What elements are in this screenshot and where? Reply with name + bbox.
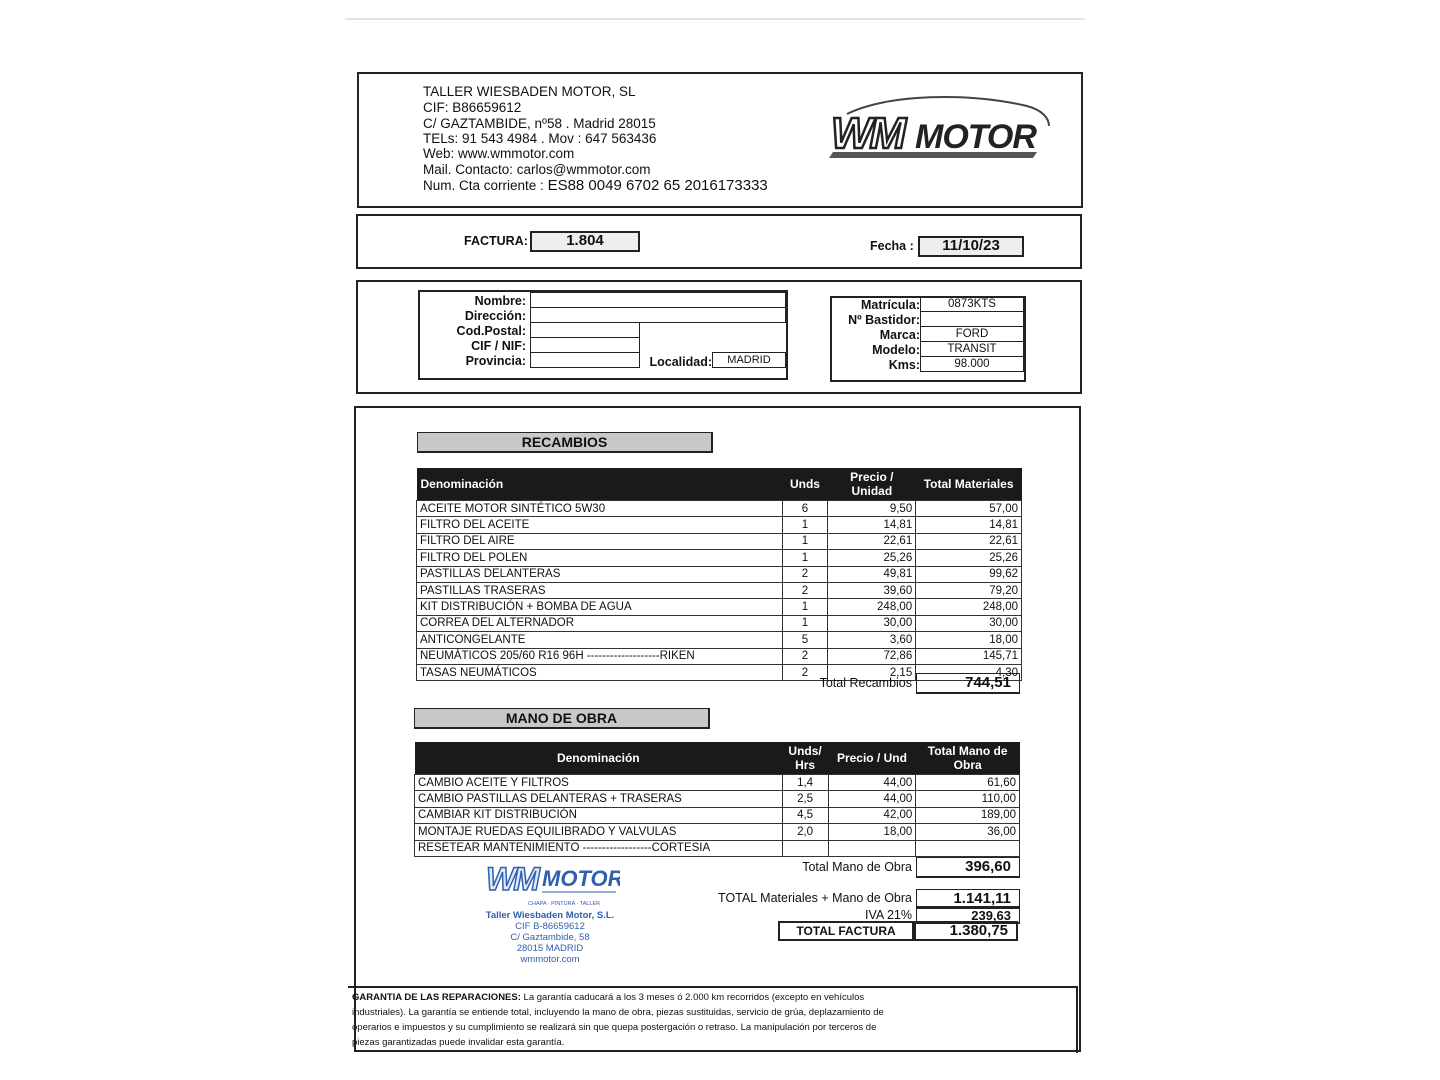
recambios-cell-total: 99,62 bbox=[916, 566, 1022, 582]
mano-obra-cell-denominacion: MONTAJE RUEDAS EQUILIBRADO Y VALVULAS bbox=[415, 824, 783, 840]
recambios-cell-precio: 72,86 bbox=[828, 648, 916, 664]
total-factura-label: TOTAL FACTURA bbox=[778, 921, 914, 941]
total-recambios-label: Total Recambios bbox=[819, 676, 912, 690]
recambios-col-unds: Unds bbox=[782, 468, 828, 501]
recambios-row bbox=[417, 648, 1022, 664]
recambios-cell-precio: 39,60 bbox=[828, 582, 916, 598]
svg-text:MOTOR: MOTOR bbox=[915, 118, 1036, 156]
client-panel bbox=[418, 290, 788, 380]
svg-text:MOTOR: MOTOR bbox=[542, 866, 620, 891]
recambios-cell-denominacion: PASTILLAS DELANTERAS bbox=[417, 566, 783, 582]
mano-obra-cell-total: 36,00 bbox=[916, 824, 1020, 840]
recambios-cell-total: 248,00 bbox=[916, 599, 1022, 615]
recambios-cell-total: 4,30 bbox=[916, 664, 1022, 680]
company-header bbox=[357, 72, 1083, 208]
recambios-cell-total: 22,61 bbox=[916, 533, 1022, 549]
mano-obra-cell-total bbox=[916, 840, 1020, 856]
recambios-cell-total: 145,71 bbox=[916, 648, 1022, 664]
company-account-row bbox=[423, 178, 768, 194]
vehicle-label-matricula: Matrícula: bbox=[860, 298, 920, 312]
wm-motor-logo-icon bbox=[827, 92, 1055, 164]
recambios-cell-denominacion: FILTRO DEL AIRE bbox=[417, 533, 783, 549]
recambios-cell-precio: 3,60 bbox=[828, 632, 916, 648]
vehicle-value-kms: 98.000 bbox=[920, 356, 1024, 372]
client-label-provincia: Provincia: bbox=[465, 354, 526, 367]
warranty-title: GARANTIA DE LAS REPARACIONES: bbox=[352, 992, 521, 1003]
client-label-direccion: Dirección: bbox=[464, 309, 526, 323]
factura-label: FACTURA: bbox=[464, 234, 528, 248]
recambios-cell-precio: 9,50 bbox=[828, 501, 916, 517]
warranty-text bbox=[348, 986, 1078, 1053]
total-recambios-value: 744,51 bbox=[916, 673, 1020, 694]
recambios-cell-unds: 6 bbox=[782, 501, 828, 517]
stamp-company: Taller Wiesbaden Motor, S.L. bbox=[485, 910, 615, 921]
vehicle-label-modelo: Modelo: bbox=[872, 343, 920, 357]
mano-obra-cell-precio: 18,00 bbox=[828, 824, 916, 840]
company-address: C/ GAZTAMBIDE, nº58 . Madrid 28015 bbox=[423, 116, 656, 131]
mano-obra-cell-unds bbox=[782, 840, 828, 856]
company-web: Web: www.wmmotor.com bbox=[423, 146, 575, 161]
vehicle-value-marca: FORD bbox=[920, 326, 1024, 342]
invoice-body bbox=[354, 406, 1081, 1052]
recambios-cell-precio: 25,26 bbox=[828, 550, 916, 566]
stamp-logo-icon bbox=[480, 858, 620, 900]
vehicle-panel bbox=[830, 296, 1026, 382]
vehicle-label-marca: Marca: bbox=[879, 328, 920, 342]
recambios-table bbox=[416, 468, 1022, 681]
fecha-label: Fecha : bbox=[870, 239, 914, 253]
svg-text:WM: WM bbox=[486, 861, 537, 897]
warranty-line-2: industriales). La garantía se entiende total, incluyendo la mano de obra, piezas sustituidas, servicio de grúa, deplazamiento de bbox=[352, 1007, 884, 1018]
stamp-tagline: CHAPA · PINTURA · TALLER bbox=[528, 901, 601, 907]
recambios-cell-denominacion: FILTRO DEL ACEITE bbox=[417, 517, 783, 533]
account-number: ES88 0049 6702 65 2016173333 bbox=[547, 177, 768, 194]
factura-number: 1.804 bbox=[530, 231, 640, 252]
warranty-line-3: operarios e impuestos y su cumplimiento se realizará sin que quepa postergación o retraso. La manipulación por terceros de bbox=[352, 1022, 877, 1033]
stamp-web: wmmotor.com bbox=[520, 954, 580, 965]
mano-obra-row bbox=[415, 775, 1020, 791]
recambios-cell-unds: 1 bbox=[782, 550, 828, 566]
warranty-line-1: La garantía caducará a los 3 meses ó 2.000 km recorridos (excepto en vehículos bbox=[523, 992, 865, 1003]
recambios-cell-total: 30,00 bbox=[916, 615, 1022, 631]
mano-obra-cell-unds: 1,4 bbox=[782, 775, 828, 791]
mano-obra-col-hrs: Unds/ Hrs bbox=[782, 742, 828, 775]
recambios-cell-denominacion: ANTICONGELANTE bbox=[417, 632, 783, 648]
client-value-direccion bbox=[530, 307, 786, 323]
recambios-col-precio: Precio / Unidad bbox=[828, 468, 916, 501]
recambios-title: RECAMBIOS bbox=[417, 432, 713, 453]
recambios-cell-denominacion: PASTILLAS TRASERAS bbox=[417, 582, 783, 598]
total-factura-value: 1.380,75 bbox=[914, 921, 1018, 941]
recambios-cell-precio: 14,81 bbox=[828, 517, 916, 533]
stamp-address: C/ Gaztambide, 58 bbox=[510, 932, 590, 943]
client-value-nombre bbox=[530, 292, 786, 308]
client-label-cp: Cod.Postal: bbox=[456, 324, 526, 338]
recambios-cell-total: 57,00 bbox=[916, 501, 1022, 517]
mano-obra-col-denominacion: Denominación bbox=[415, 742, 783, 775]
recambios-cell-total: 79,20 bbox=[916, 582, 1022, 598]
recambios-cell-unds: 2 bbox=[782, 648, 828, 664]
recambios-cell-precio: 49,81 bbox=[828, 566, 916, 582]
recambios-cell-precio: 2,15 bbox=[828, 664, 916, 680]
recambios-cell-unds: 1 bbox=[782, 615, 828, 631]
recambios-cell-denominacion: FILTRO DEL POLEN bbox=[417, 550, 783, 566]
recambios-cell-denominacion: TASAS NEUMÁTICOS bbox=[417, 664, 783, 680]
recambios-cell-unds: 2 bbox=[782, 582, 828, 598]
mano-obra-cell-unds: 2,0 bbox=[782, 824, 828, 840]
vehicle-value-matricula: 0873KTS bbox=[920, 296, 1024, 312]
total-mano-obra-label: Total Mano de Obra bbox=[802, 860, 912, 874]
mano-obra-cell-unds: 2,5 bbox=[782, 791, 828, 807]
company-stamp bbox=[470, 858, 630, 968]
recambios-cell-unds: 2 bbox=[782, 664, 828, 680]
recambios-cell-unds: 1 bbox=[782, 599, 828, 615]
recambios-cell-denominacion: ACEITE MOTOR SINTÉTICO 5W30 bbox=[417, 501, 783, 517]
mano-obra-row bbox=[415, 824, 1020, 840]
mano-obra-cell-denominacion: CAMBIO ACEITE Y FILTROS bbox=[415, 775, 783, 791]
recambios-cell-unds: 1 bbox=[782, 517, 828, 533]
mano-obra-row bbox=[415, 807, 1020, 823]
client-value-cif bbox=[530, 337, 640, 353]
recambios-header-row bbox=[417, 468, 1022, 501]
stamp-city: 28015 MADRID bbox=[516, 943, 584, 954]
invoice-box bbox=[356, 214, 1082, 269]
mano-obra-cell-denominacion: CAMBIAR KIT DISTRIBUCIÓN bbox=[415, 807, 783, 823]
mano-obra-col-precio: Precio / Und bbox=[828, 742, 916, 775]
mano-obra-cell-denominacion: RESETEAR MANTENIMIENTO ------------------CORTESIA bbox=[415, 840, 783, 856]
recambios-col-total: Total Materiales bbox=[916, 468, 1022, 501]
mano-obra-cell-unds: 4,5 bbox=[782, 807, 828, 823]
mano-obra-cell-precio bbox=[828, 840, 916, 856]
localidad-value: MADRID bbox=[712, 352, 786, 368]
recambios-cell-denominacion: NEUMÁTICOS 205/60 R16 96H -------------------RIKEN bbox=[417, 648, 783, 664]
mano-obra-cell-precio: 44,00 bbox=[828, 775, 916, 791]
recambios-row bbox=[417, 501, 1022, 517]
client-label-nombre: Nombre: bbox=[474, 294, 526, 308]
vehicle-value-modelo: TRANSIT bbox=[920, 341, 1024, 357]
recambios-row bbox=[417, 533, 1022, 549]
subtotal-label: TOTAL Materiales + Mano de Obra bbox=[718, 891, 912, 905]
recambios-row bbox=[417, 517, 1022, 533]
mano-obra-header-row bbox=[415, 742, 1020, 775]
recambios-row bbox=[417, 582, 1022, 598]
recambios-cell-total: 14,81 bbox=[916, 517, 1022, 533]
svg-text:WM: WM bbox=[831, 109, 904, 158]
scan-edge bbox=[345, 18, 1085, 20]
vehicle-label-kms: Kms: bbox=[888, 358, 920, 372]
company-mail: Mail. Contacto: carlos@wmmotor.com bbox=[423, 162, 651, 177]
recambios-row bbox=[417, 615, 1022, 631]
recambios-cell-denominacion: KIT DISTRIBUCIÓN + BOMBA DE AGUA bbox=[417, 599, 783, 615]
localidad-label: Localidad: bbox=[649, 355, 712, 368]
stamp-cif: CIF B-86659612 bbox=[515, 921, 585, 932]
iva-label: IVA 21% bbox=[864, 908, 912, 922]
mano-obra-table bbox=[414, 742, 1020, 857]
mano-obra-col-total: Total Mano de Obra bbox=[916, 742, 1020, 775]
recambios-cell-unds: 5 bbox=[782, 632, 828, 648]
wm-motor-logo bbox=[827, 92, 1055, 164]
subtotal-value: 1.141,11 bbox=[916, 889, 1020, 908]
fecha-value: 11/10/23 bbox=[918, 236, 1024, 257]
recambios-cell-total: 18,00 bbox=[916, 632, 1022, 648]
company-phones: TELs: 91 543 4984 . Mov : 647 563436 bbox=[423, 131, 657, 146]
recambios-cell-total: 25,26 bbox=[916, 550, 1022, 566]
client-label-cif: CIF / NIF: bbox=[471, 339, 526, 353]
recambios-row bbox=[417, 632, 1022, 648]
mano-obra-cell-precio: 44,00 bbox=[828, 791, 916, 807]
recambios-row bbox=[417, 566, 1022, 582]
recambios-row bbox=[417, 599, 1022, 615]
iva-value: 239,63 bbox=[916, 908, 1020, 924]
company-name: TALLER WIESBADEN MOTOR, SL bbox=[423, 84, 636, 99]
vehicle-label-bastidor: Nº Bastidor: bbox=[848, 313, 920, 327]
recambios-col-denominacion: Denominación bbox=[417, 468, 783, 501]
total-mano-obra-value: 396,60 bbox=[916, 857, 1020, 878]
recambios-cell-precio: 30,00 bbox=[828, 615, 916, 631]
vehicle-value-bastidor bbox=[920, 311, 1024, 327]
mano-obra-row bbox=[415, 791, 1020, 807]
mano-obra-cell-total: 61,60 bbox=[916, 775, 1020, 791]
mano-obra-cell-total: 110,00 bbox=[916, 791, 1020, 807]
company-cif: CIF: B86659612 bbox=[423, 100, 522, 115]
client-vehicle-box bbox=[356, 280, 1082, 394]
recambios-cell-unds: 2 bbox=[782, 566, 828, 582]
client-value-cp bbox=[530, 322, 640, 338]
recambios-cell-unds: 1 bbox=[782, 533, 828, 549]
mano-obra-cell-precio: 42,00 bbox=[828, 807, 916, 823]
mano-obra-row bbox=[415, 840, 1020, 856]
recambios-row bbox=[417, 550, 1022, 566]
mano-obra-title: MANO DE OBRA bbox=[414, 708, 710, 729]
mano-obra-cell-total: 189,00 bbox=[916, 807, 1020, 823]
recambios-cell-precio: 22,61 bbox=[828, 533, 916, 549]
warranty-line-4: piezas garantizadas puede invalidar esta garantía. bbox=[352, 1037, 565, 1048]
recambios-cell-denominacion: CORREA DEL ALTERNADOR bbox=[417, 615, 783, 631]
account-label: Num. Cta corriente : bbox=[423, 178, 544, 193]
recambios-cell-precio: 248,00 bbox=[828, 599, 916, 615]
mano-obra-cell-denominacion: CAMBIO PASTILLAS DELANTERAS + TRASERAS bbox=[415, 791, 783, 807]
